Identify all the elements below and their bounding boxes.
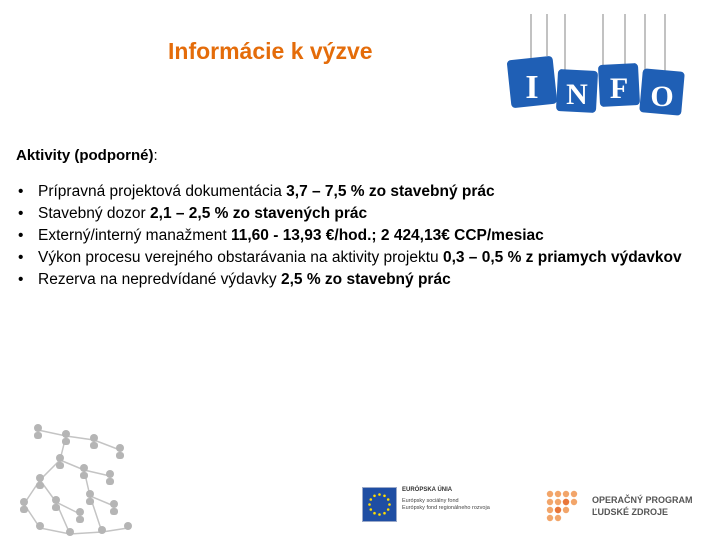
people-network-icon [10, 410, 160, 540]
bullet-dot: • [18, 205, 24, 222]
section-heading-colon: : [153, 147, 158, 164]
section-heading-text: Aktivity (podporné) [16, 147, 154, 164]
op-logo-line: ĽUDSKÉ ZDROJE [592, 507, 669, 517]
item-value: 3,7 – 7,5 % zo stavebný prác [286, 183, 495, 200]
item-text: Výkon procesu verejného obstarávania na aktivity projektu [38, 249, 443, 266]
info-sign-icon [495, 14, 695, 124]
item-text: Stavebný dozor [38, 205, 151, 222]
bullet-dot: • [18, 249, 24, 266]
eu-logo-line: Európsky fond regionálneho rozvoja [402, 505, 490, 511]
item-text: Externý/interný manažment [38, 227, 231, 244]
eu-flag-icon [362, 487, 397, 522]
bullet-dot: • [18, 227, 24, 244]
slide-title: Informácie k výzve [168, 38, 373, 64]
eu-logo-title: EURÓPSKA ÚNIA [402, 487, 453, 493]
op-logo-line: OPERAČNÝ PROGRAM [592, 495, 693, 505]
info-letter: F [609, 72, 629, 105]
eu-logo-text [402, 487, 490, 512]
item-value: 11,60 - 13,93 €/hod.; 2 424,13€ CCP/mesiac [230, 227, 544, 244]
bullet-dot: • [18, 271, 24, 288]
section-heading [16, 147, 158, 164]
op-logo-text [592, 494, 693, 518]
eu-logo [362, 487, 502, 523]
list-item [18, 203, 718, 225]
info-letter: O [650, 80, 674, 113]
op-dots-icon [545, 489, 587, 525]
list-item [18, 247, 718, 269]
op-logo [545, 489, 715, 525]
item-text: Rezerva na nepredvídané výdavky [38, 271, 281, 288]
list-item [18, 225, 718, 247]
eu-logo-line: Európsky sociálny fond [402, 498, 459, 504]
item-value: 2,5 % zo stavebný prác [280, 271, 451, 288]
list-item [18, 269, 718, 291]
list-item [18, 181, 718, 203]
info-letter: I [525, 69, 539, 106]
bullet-list [18, 181, 718, 291]
item-value: 0,3 – 0,5 % z priamych výdavkov [442, 249, 682, 266]
bullet-dot: • [18, 183, 24, 200]
info-letter: N [566, 78, 588, 111]
item-text: Prípravná projektová dokumentácia [38, 183, 287, 200]
item-value: 2,1 – 2,5 % zo stavených prác [150, 205, 368, 222]
